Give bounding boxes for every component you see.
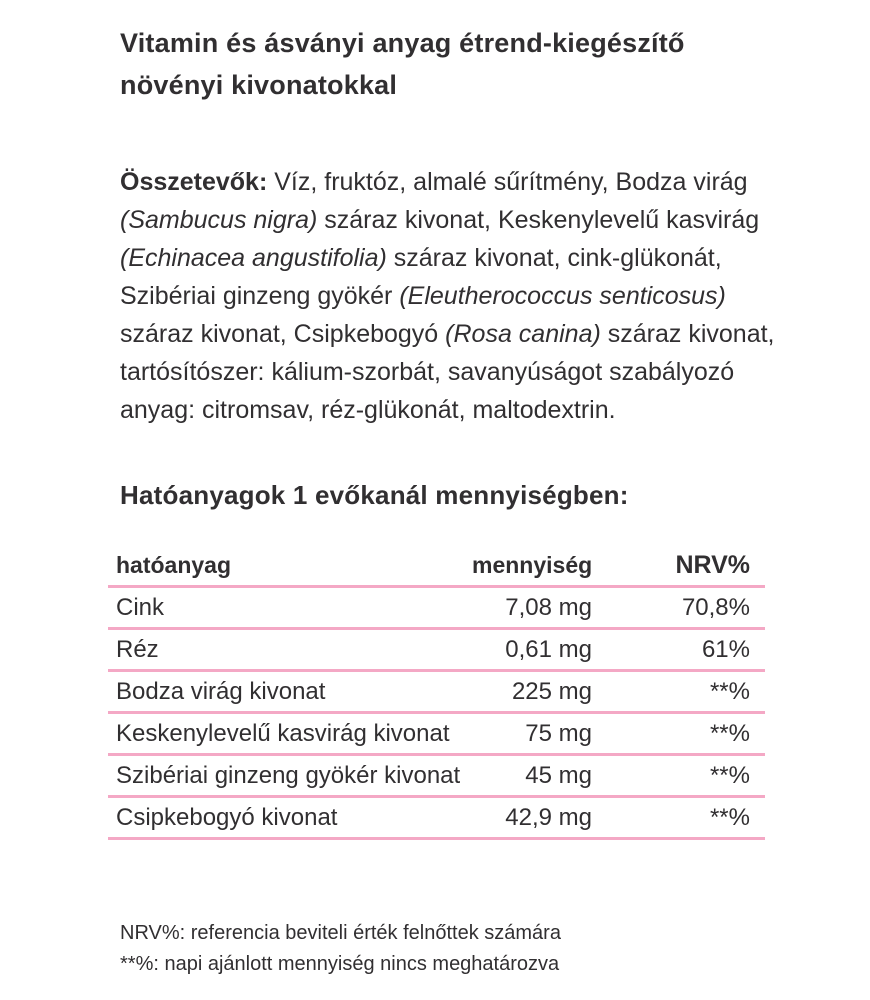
product-title — [120, 22, 685, 106]
ingredient-text-segment: Összetevők: — [120, 168, 268, 196]
ingredient-text-segment: Szibériai ginzeng gyökér — [120, 282, 400, 310]
row-nrv: 61% — [701, 635, 750, 663]
ingredient-line — [120, 201, 775, 239]
row-substance: Csipkebogyó kivonat — [116, 803, 338, 831]
ingredients-paragraph — [120, 163, 775, 429]
nutrient-table — [108, 545, 765, 840]
active-ingredients-heading: Hatóanyagok 1 evőkanál mennyiségben: — [120, 480, 629, 510]
row-nrv: **% — [709, 803, 750, 831]
product-title-line-2: növényi kivonatokkal — [120, 70, 398, 100]
table-body — [108, 588, 765, 840]
row-amount: 225 mg — [511, 677, 592, 705]
ingredient-line — [120, 353, 775, 391]
row-substance: Cink — [116, 593, 165, 621]
ingredient-line — [120, 391, 775, 429]
ingredient-text-segment: anyag: citromsav, réz-glükonát, maltodextrin. — [120, 396, 616, 424]
row-amount: 75 mg — [525, 719, 592, 747]
table-row — [108, 672, 765, 714]
ingredient-text-segment: tartósítószer: kálium-szorbát, savanyúságot szabályozó — [120, 358, 735, 386]
row-amount: 45 mg — [525, 761, 592, 789]
footnote-asterisk: **%: napi ajánlott mennyiség nincs meghatározva — [120, 953, 560, 975]
ingredient-text-segment: száraz kivonat, Keskenylevelű kasvirág — [317, 206, 760, 234]
row-substance: Bodza virág kivonat — [116, 677, 326, 705]
table-row — [108, 588, 765, 630]
ingredient-line — [120, 315, 775, 353]
ingredient-text-segment: száraz kivonat, Csipkebogyó — [120, 320, 446, 348]
row-substance: Szibériai ginzeng gyökér kivonat — [116, 761, 461, 789]
footnotes — [120, 918, 561, 980]
ingredient-line — [120, 239, 775, 277]
ingredient-text-segment: (Echinacea angustifolia) — [120, 244, 387, 272]
ingredient-text-segment: (Rosa canina) — [445, 320, 601, 348]
ingredient-text-segment: száraz kivonat, — [600, 320, 775, 348]
header-amount: mennyiség — [472, 551, 593, 578]
header-nrv: NRV% — [675, 550, 750, 579]
footnote-nrv: NRV%: referencia beviteli érték felnőttek számára — [120, 922, 561, 944]
product-title-line-1: Vitamin és ásványi anyag étrend-kiegészítő — [120, 28, 685, 58]
row-nrv: **% — [709, 761, 750, 789]
header-substance: hatóanyag — [116, 551, 232, 578]
row-nrv: **% — [709, 677, 750, 705]
ingredient-line — [120, 163, 775, 201]
ingredient-text-segment: Víz, fruktóz, almalé sűrítmény, Bodza virág — [267, 168, 748, 196]
row-substance: Keskenylevelű kasvirág kivonat — [116, 719, 450, 747]
row-substance: Réz — [116, 635, 159, 663]
table-row — [108, 714, 765, 756]
row-amount: 0,61 mg — [505, 635, 592, 663]
row-amount: 42,9 mg — [505, 803, 592, 831]
ingredient-text-segment: (Sambucus nigra) — [120, 206, 318, 234]
table-row — [108, 798, 765, 840]
row-nrv: **% — [709, 719, 750, 747]
ingredient-text-segment: száraz kivonat, cink-glükonát, — [386, 244, 722, 272]
table-row — [108, 630, 765, 672]
table-row — [108, 756, 765, 798]
ingredient-line — [120, 277, 775, 315]
row-amount: 7,08 mg — [505, 593, 592, 621]
ingredient-text-segment: (Eleutherococcus senticosus) — [399, 282, 726, 310]
table-header-row — [108, 545, 765, 588]
row-nrv: 70,8% — [681, 593, 750, 621]
